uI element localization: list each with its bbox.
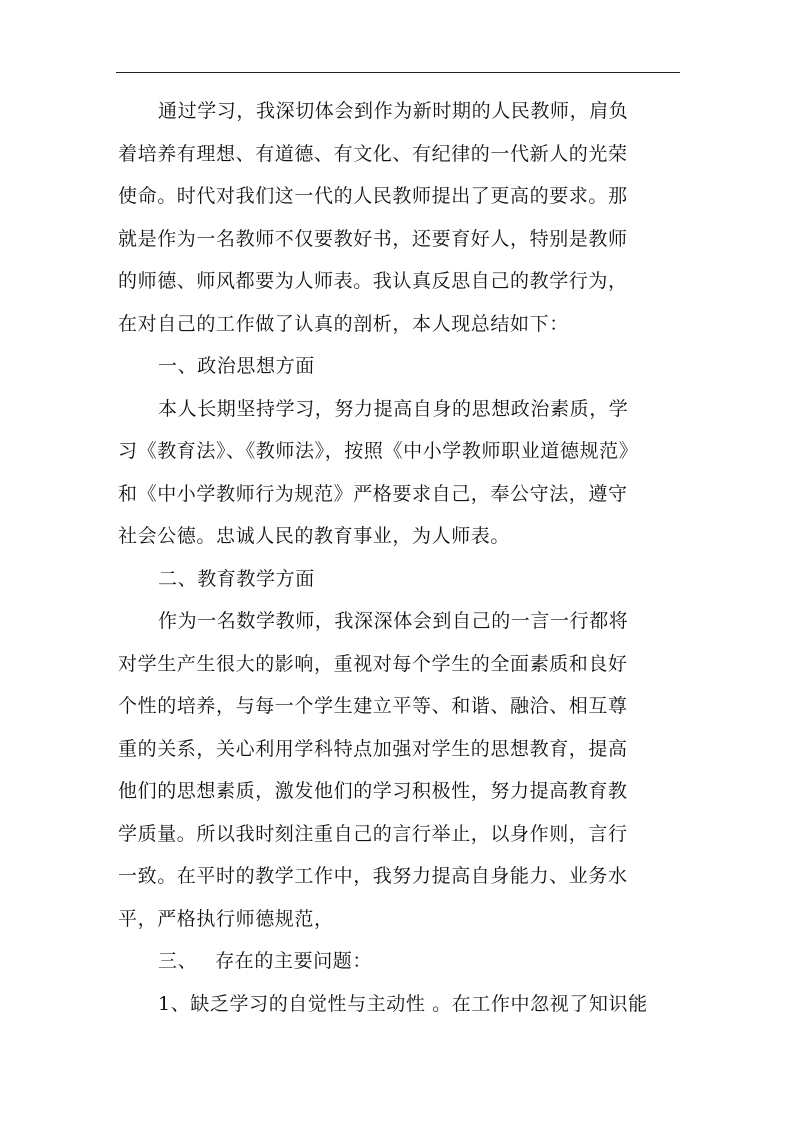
paragraph-line: 作为一名数学教师，我深深体会到自己的一言一行都将 xyxy=(158,610,629,632)
paragraph-line: 对学生产生很大的影响，重视对每个学生的全面素质和良好 xyxy=(118,652,628,675)
section-heading-teaching: 二、教育教学方面 xyxy=(158,567,315,590)
section-heading-politics: 一、政治思想方面 xyxy=(158,355,315,377)
paragraph-line: 的师德、师风都要为人师表。我认真反思自己的教学行为， xyxy=(118,270,628,292)
paragraph-line: 在对自己的工作做了认真的剖析，本人现总结如下： xyxy=(118,312,569,335)
paragraph-line: 就是作为一名教师不仅要教好书，还要育好人，特别是教师 xyxy=(118,227,628,250)
paragraph-line: 重的关系，关心利用学科特点加强对学生的思想教育，提高 xyxy=(118,737,628,760)
paragraph-line: 一致。在平时的教学工作中，我努力提高自身能力、业务水 xyxy=(118,865,628,887)
paragraph-line: 他们的思想素质，激发他们的学习积极性，努力提高教育教 xyxy=(118,780,628,802)
paragraph-line: 1、缺乏学习的自觉性与主动性 。在工作中忽视了知识能 xyxy=(158,992,648,1015)
section-number: 三、 xyxy=(158,950,198,972)
paragraph-line: 学质量。所以我时刻注重自己的言行举止，以身作则，言行 xyxy=(118,822,628,845)
section-heading-problems xyxy=(118,940,680,983)
paragraph-line: 个性的培养，与每一个学生建立平等、和谐、融洽、相互尊 xyxy=(118,695,628,717)
paragraph-line: 通过学习，我深切体会到作为新时期的人民教师，肩负 xyxy=(158,100,629,122)
paragraph-line: 使命。时代对我们这一代的人民教师提出了更高的要求。那 xyxy=(118,185,628,207)
paragraph-line: 和《中小学教师行为规范》严格要求自己，奉公守法，遵守 xyxy=(118,482,628,505)
paragraph-line: 社会公德。忠诚人民的教育事业，为人师表。 xyxy=(118,525,511,547)
header-rule xyxy=(116,72,680,73)
paragraph-line: 着培养有理想、有道德、有文化、有纪律的一代新人的光荣 xyxy=(118,142,628,165)
paragraph-line: 本人长期坚持学习，努力提高自身的思想政治素质，学 xyxy=(158,397,629,420)
paragraph-line: 平，严格执行师德规范， xyxy=(118,907,334,930)
document-body xyxy=(118,90,680,1025)
paragraph-line: 习《教育法》、《教师法》，按照《中小学教师职业道德规范》 xyxy=(118,440,639,462)
section-title: 存在的主要问题： xyxy=(215,950,373,972)
